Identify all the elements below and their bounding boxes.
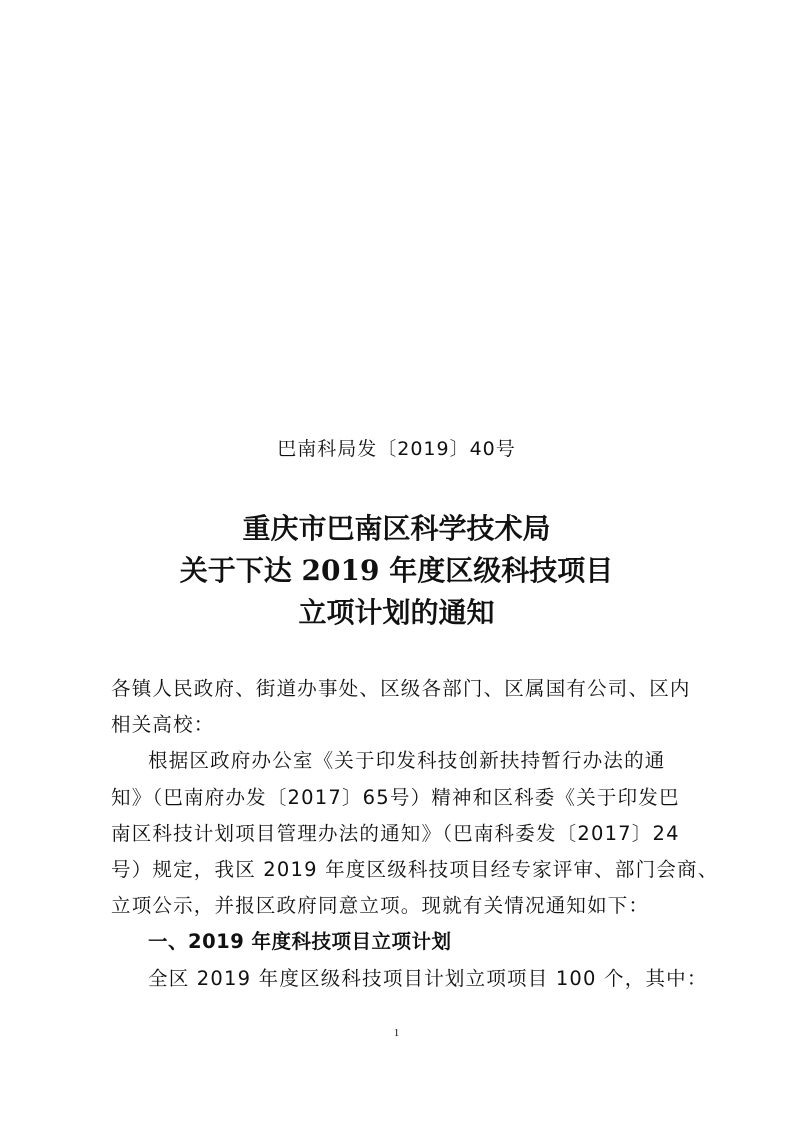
paragraph1-line-4: 号）规定，我区 2019 年度区级科技项目经专家评审、部门会商、 (111, 857, 719, 881)
section-heading: 一、2019 年度科技项目立项计划 (148, 930, 452, 954)
paragraph1-line-5: 立项公示，并报区政府同意立项。现就有关情况通知如下： (111, 894, 650, 918)
page-number: 1 (393, 1027, 400, 1039)
paragraph2-line-1: 全区 2019 年度区级科技项目计划立项项目 100 个，其中： (148, 966, 708, 990)
title-line-2: 关于下达 2019 年度区级科技项目 (179, 554, 614, 587)
addressee-line-1: 各镇人民政府、街道办事处、区级各部门、区属国有公司、区内 (111, 677, 691, 700)
document-number: 巴南科局发〔2019〕40号 (277, 438, 516, 460)
paragraph1-line-2: 知》（巴南府办发〔2017〕65号）精神和区科委《关于印发巴 (111, 785, 680, 809)
title-line-3: 立项计划的通知 (298, 596, 495, 629)
addressee-line-2: 相关高校： (111, 713, 215, 737)
document-body (111, 671, 719, 997)
title-line-1: 重庆市巴南区科学技术局 (242, 512, 551, 545)
paragraph1-line-3: 南区科技计划项目管理办法的通知》（巴南科委发〔2017〕24 (111, 821, 680, 845)
paragraph1-line-1: 根据区政府办公室《关于印发科技创新扶持暂行办法的通 (148, 749, 666, 773)
document-title (0, 508, 793, 634)
